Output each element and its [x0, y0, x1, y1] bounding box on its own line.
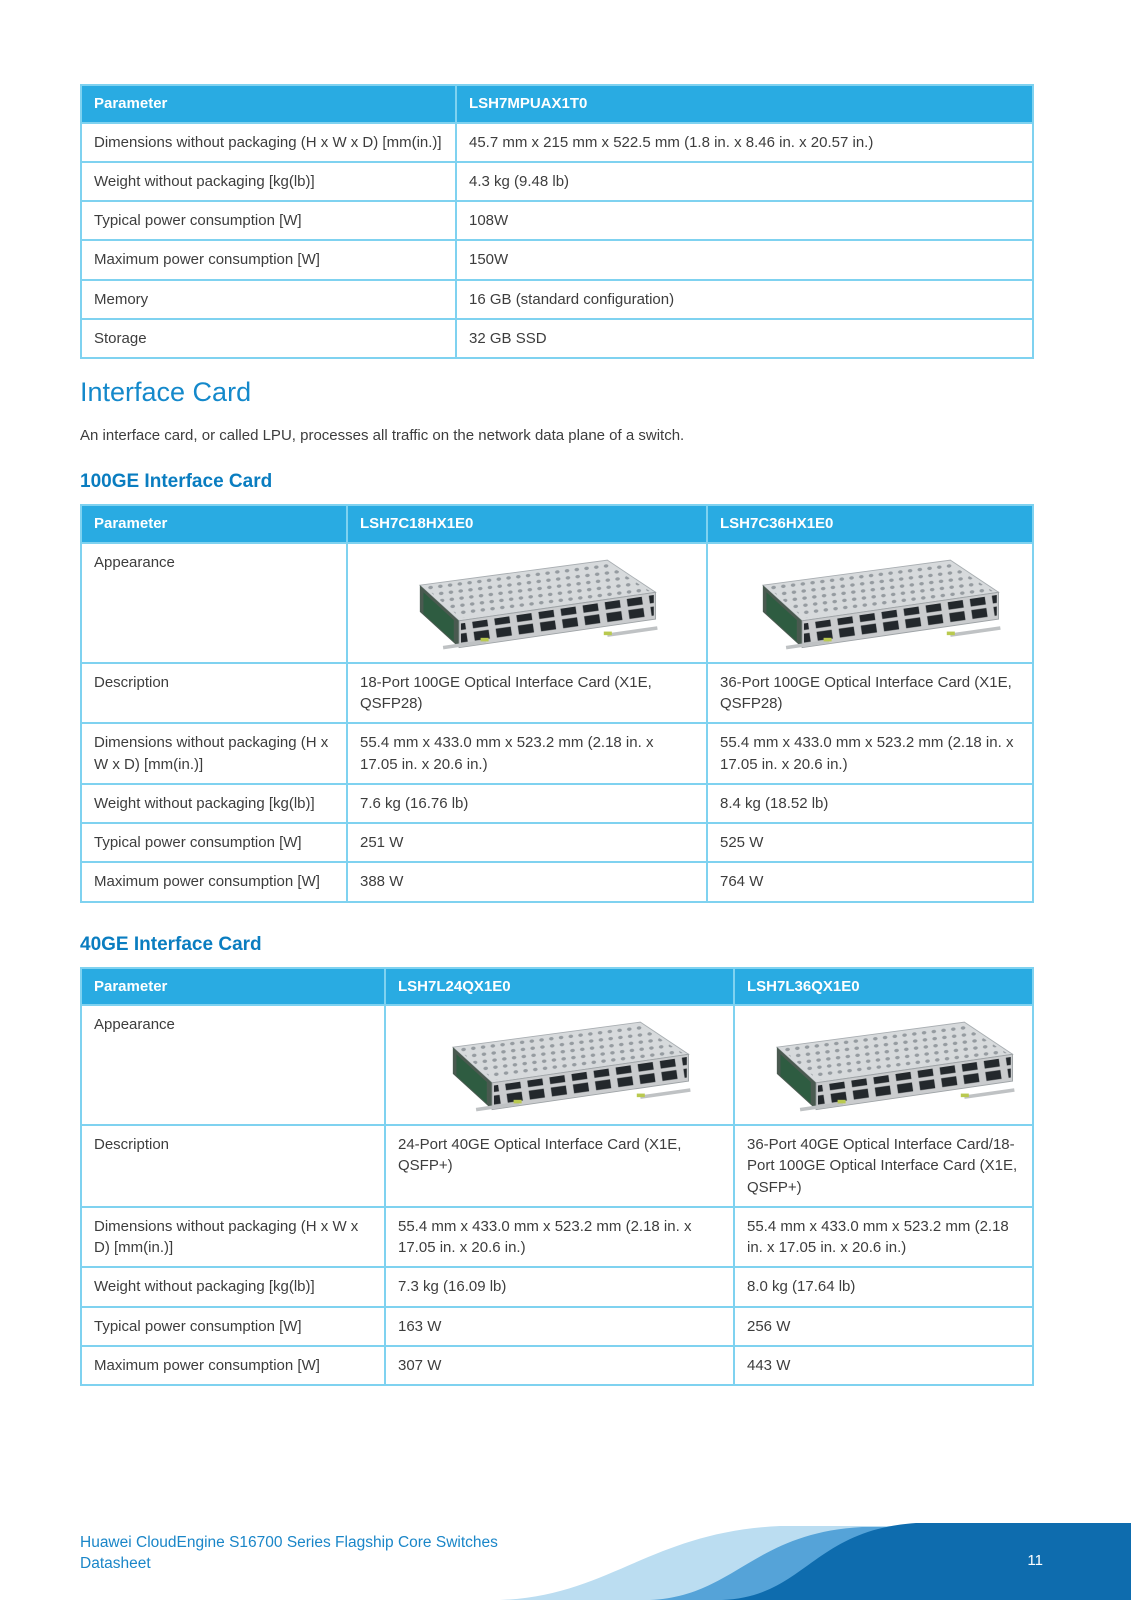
param-label: Typical power consumption [W] — [81, 1307, 385, 1346]
param-value: 7.6 kg (16.76 lb) — [347, 784, 707, 823]
param-value: 55.4 mm x 433.0 mm x 523.2 mm (2.18 in. x 17.05 in. x 20.6 in.) — [385, 1207, 734, 1268]
param-value: 443 W — [734, 1346, 1033, 1385]
param-label: Maximum power consumption [W] — [81, 1346, 385, 1385]
subsection-heading-40ge: 40GE Interface Card — [80, 933, 262, 955]
param-value: 36-Port 100GE Optical Interface Card (X1E, QSFP28) — [707, 663, 1033, 724]
footer-doc-title — [80, 1533, 498, 1574]
interface-card-photo — [391, 553, 663, 653]
table-header-row — [81, 505, 1033, 543]
table-row — [81, 823, 1033, 862]
appearance-cell — [707, 543, 1033, 663]
table-row — [81, 663, 1033, 724]
table-row — [81, 1207, 1033, 1268]
param-label: Dimensions without packaging (H x W x D) [mm(in.)] — [81, 123, 456, 162]
header-cell-model: LSH7MPUAX1T0 — [456, 85, 1033, 123]
table-row — [81, 862, 1033, 901]
param-value: 251 W — [347, 823, 707, 862]
param-value: 525 W — [707, 823, 1033, 862]
table-row — [81, 1125, 1033, 1207]
footer-line-2: Datasheet — [80, 1554, 151, 1572]
param-value: 45.7 mm x 215 mm x 522.5 mm (1.8 in. x 8.46 in. x 20.57 in.) — [456, 123, 1033, 162]
appearance-cell — [385, 1005, 734, 1125]
header-cell-model-1: LSH7L24QX1E0 — [385, 968, 734, 1006]
table-row — [81, 201, 1033, 240]
ge100-spec-table — [80, 504, 1034, 903]
param-value: 55.4 mm x 433.0 mm x 523.2 mm (2.18 in. x 17.05 in. x 20.6 in.) — [734, 1207, 1033, 1268]
param-value: 7.3 kg (16.09 lb) — [385, 1267, 734, 1306]
header-cell-model-2: LSH7L36QX1E0 — [734, 968, 1033, 1006]
header-cell-parameter: Parameter — [81, 85, 456, 123]
footer-line-1: Huawei CloudEngine S16700 Series Flagship Core Switches — [80, 1534, 498, 1552]
param-value: 8.4 kg (18.52 lb) — [707, 784, 1033, 823]
table-row — [81, 1346, 1033, 1385]
param-value: 764 W — [707, 862, 1033, 901]
param-value: 55.4 mm x 433.0 mm x 523.2 mm (2.18 in. x 17.05 in. x 20.6 in.) — [347, 723, 707, 784]
appearance-cell — [347, 543, 707, 663]
param-value: 24-Port 40GE Optical Interface Card (X1E, QSFP+) — [385, 1125, 734, 1207]
table-row — [81, 123, 1033, 162]
header-cell-model-2: LSH7C36HX1E0 — [707, 505, 1033, 543]
table-row-appearance — [81, 1005, 1033, 1125]
table-row — [81, 784, 1033, 823]
param-label: Weight without packaging [kg(lb)] — [81, 1267, 385, 1306]
interface-card-photo — [424, 1015, 696, 1115]
param-label: Maximum power consumption [W] — [81, 240, 456, 279]
param-value: 36-Port 40GE Optical Interface Card/18-Port 100GE Optical Interface Card (X1E, QSFP+) — [734, 1125, 1033, 1207]
param-label: Typical power consumption [W] — [81, 201, 456, 240]
interface-card-photo — [734, 553, 1006, 653]
param-label: Appearance — [81, 543, 347, 663]
table-row — [81, 280, 1033, 319]
table-row — [81, 162, 1033, 201]
appearance-cell — [734, 1005, 1033, 1125]
table-row — [81, 240, 1033, 279]
table-row — [81, 723, 1033, 784]
param-label: Description — [81, 663, 347, 724]
param-value: 256 W — [734, 1307, 1033, 1346]
header-cell-model-1: LSH7C18HX1E0 — [347, 505, 707, 543]
table-header-row — [81, 85, 1033, 123]
param-value: 55.4 mm x 433.0 mm x 523.2 mm (2.18 in. x 17.05 in. x 20.6 in.) — [707, 723, 1033, 784]
param-label: Memory — [81, 280, 456, 319]
table-row-appearance — [81, 543, 1033, 663]
param-value: 32 GB SSD — [456, 319, 1033, 358]
intro-paragraph: An interface card, or called LPU, processes all traffic on the network data plane of a switch. — [80, 427, 685, 445]
param-value: 16 GB (standard configuration) — [456, 280, 1033, 319]
section-heading: Interface Card — [80, 377, 252, 408]
param-label: Appearance — [81, 1005, 385, 1125]
header-cell-parameter: Parameter — [81, 505, 347, 543]
param-label: Weight without packaging [kg(lb)] — [81, 162, 456, 201]
interface-card-photo — [748, 1015, 1020, 1115]
header-cell-parameter: Parameter — [81, 968, 385, 1006]
param-value: 150W — [456, 240, 1033, 279]
param-label: Description — [81, 1125, 385, 1207]
param-label: Typical power consumption [W] — [81, 823, 347, 862]
table-row — [81, 1307, 1033, 1346]
param-value: 8.0 kg (17.64 lb) — [734, 1267, 1033, 1306]
param-value: 108W — [456, 201, 1033, 240]
table-header-row — [81, 968, 1033, 1006]
mpu-spec-table — [80, 84, 1034, 359]
param-label: Storage — [81, 319, 456, 358]
param-label: Maximum power consumption [W] — [81, 862, 347, 901]
ge40-spec-table — [80, 967, 1034, 1387]
param-label: Dimensions without packaging (H x W x D) [mm(in.)] — [81, 723, 347, 784]
param-label: Dimensions without packaging (H x W x D) [mm(in.)] — [81, 1207, 385, 1268]
param-value: 163 W — [385, 1307, 734, 1346]
table-row — [81, 1267, 1033, 1306]
subsection-heading-100ge: 100GE Interface Card — [80, 471, 273, 493]
param-value: 307 W — [385, 1346, 734, 1385]
table-row — [81, 319, 1033, 358]
param-value: 18-Port 100GE Optical Interface Card (X1E, QSFP28) — [347, 663, 707, 724]
footer — [0, 1500, 1131, 1600]
param-value: 388 W — [347, 862, 707, 901]
param-label: Weight without packaging [kg(lb)] — [81, 784, 347, 823]
param-value: 4.3 kg (9.48 lb) — [456, 162, 1033, 201]
page-number: 11 — [1027, 1552, 1043, 1569]
